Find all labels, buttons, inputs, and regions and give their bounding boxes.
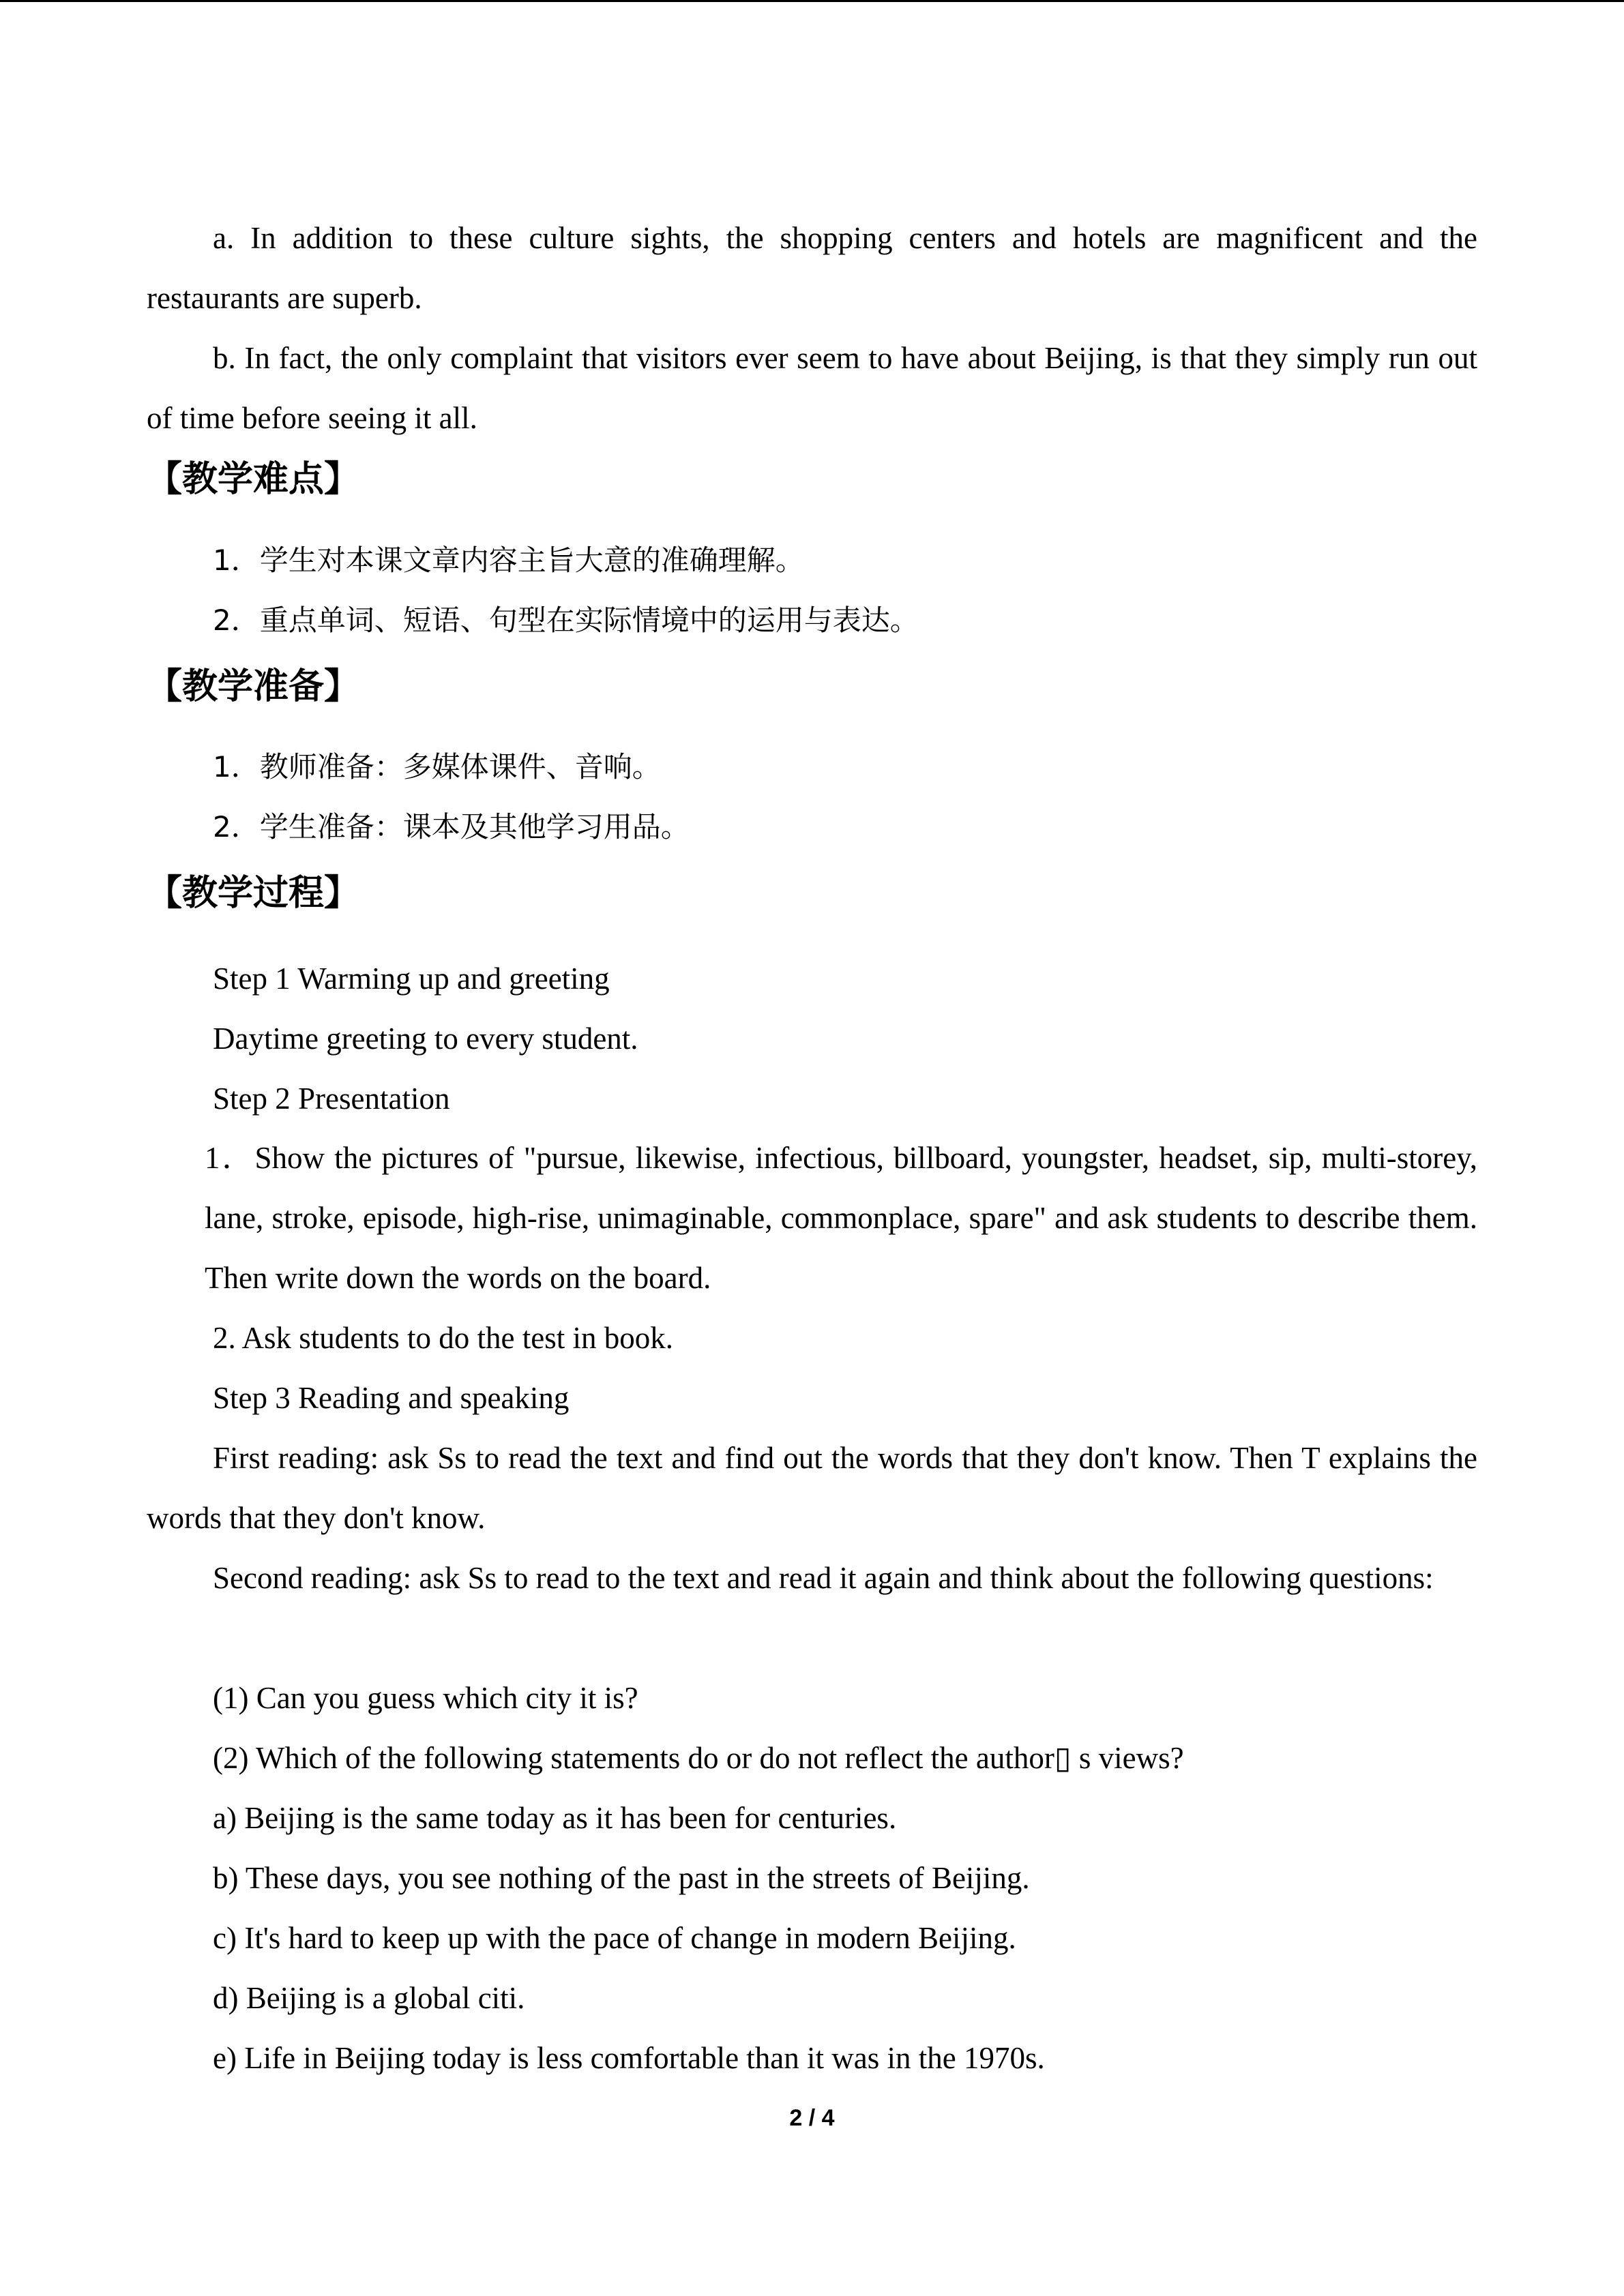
statement-c: c) It's hard to keep up with the pace of change in modern Beijing. — [213, 1921, 1016, 1955]
second-reading-paragraph: Second reading: ask Ss to read to the text and read it again and think about the following questions: — [213, 1561, 1434, 1595]
step3-title: Step 3 Reading and speaking — [213, 1381, 570, 1415]
paragraph-a: a. In addition to these culture sights, the shopping centers and hotels are magnificent and the restaurants are superb. — [147, 221, 1477, 315]
statement-b: b) These days, you see nothing of the past in the streets of Beijing. — [213, 1861, 1030, 1895]
first-reading-paragraph: First reading: ask Ss to read the text and find out the words that they don't know. Then T explains the words that they don't know. — [147, 1441, 1477, 1535]
step2-item-2: 2. Ask students to do the test in book. — [213, 1321, 673, 1355]
preparation-item-2: 2．学生准备：课本及其他学习用品。 — [213, 810, 690, 844]
preparation-item-1: 1．教师准备：多媒体课件、音响。 — [213, 750, 661, 784]
heading-teaching-preparation: 【教学准备】 — [147, 666, 360, 707]
step1-title: Step 1 Warming up and greeting — [213, 961, 610, 996]
step2-title: Step 2 Presentation — [213, 1082, 450, 1116]
page-number: 2 / 4 — [789, 2105, 835, 2131]
difficulty-item-1: 1．学生对本课文章内容主旨大意的准确理解。 — [213, 543, 804, 577]
question-2: (2) Which of the following statements do or do not reflect the author▯ s views? — [213, 1741, 1184, 1775]
statement-d: d) Beijing is a global citi. — [213, 1981, 525, 2015]
heading-teaching-process: 【教学过程】 — [147, 873, 360, 914]
question-1: (1) Can you guess which city it is? — [213, 1681, 638, 1715]
step1-text: Daytime greeting to every student. — [213, 1022, 638, 1056]
statement-e: e) Life in Beijing today is less comfortable than it was in the 1970s. — [213, 2041, 1045, 2075]
paragraph-b: b. In fact, the only complaint that visitors ever seem to have about Beijing, is that they simply run out of time before seeing it all. — [147, 341, 1477, 435]
heading-teaching-difficulties: 【教学难点】 — [147, 459, 360, 500]
difficulty-item-2: 2．重点单词、短语、句型在实际情境中的运用与表达。 — [213, 603, 919, 637]
step2-item-1: 1．Show the pictures of "pursue, likewise, infectious, billboard, youngster, headset, sip, multi-storey, lane, stroke, episode, high-rise, unimaginable, commonplace, spare" and ask students to describe them. Then write down the words on the board. — [205, 1141, 1477, 1295]
statement-a: a) Beijing is the same today as it has been for centuries. — [213, 1801, 897, 1835]
page-top-border — [0, 0, 1624, 2]
